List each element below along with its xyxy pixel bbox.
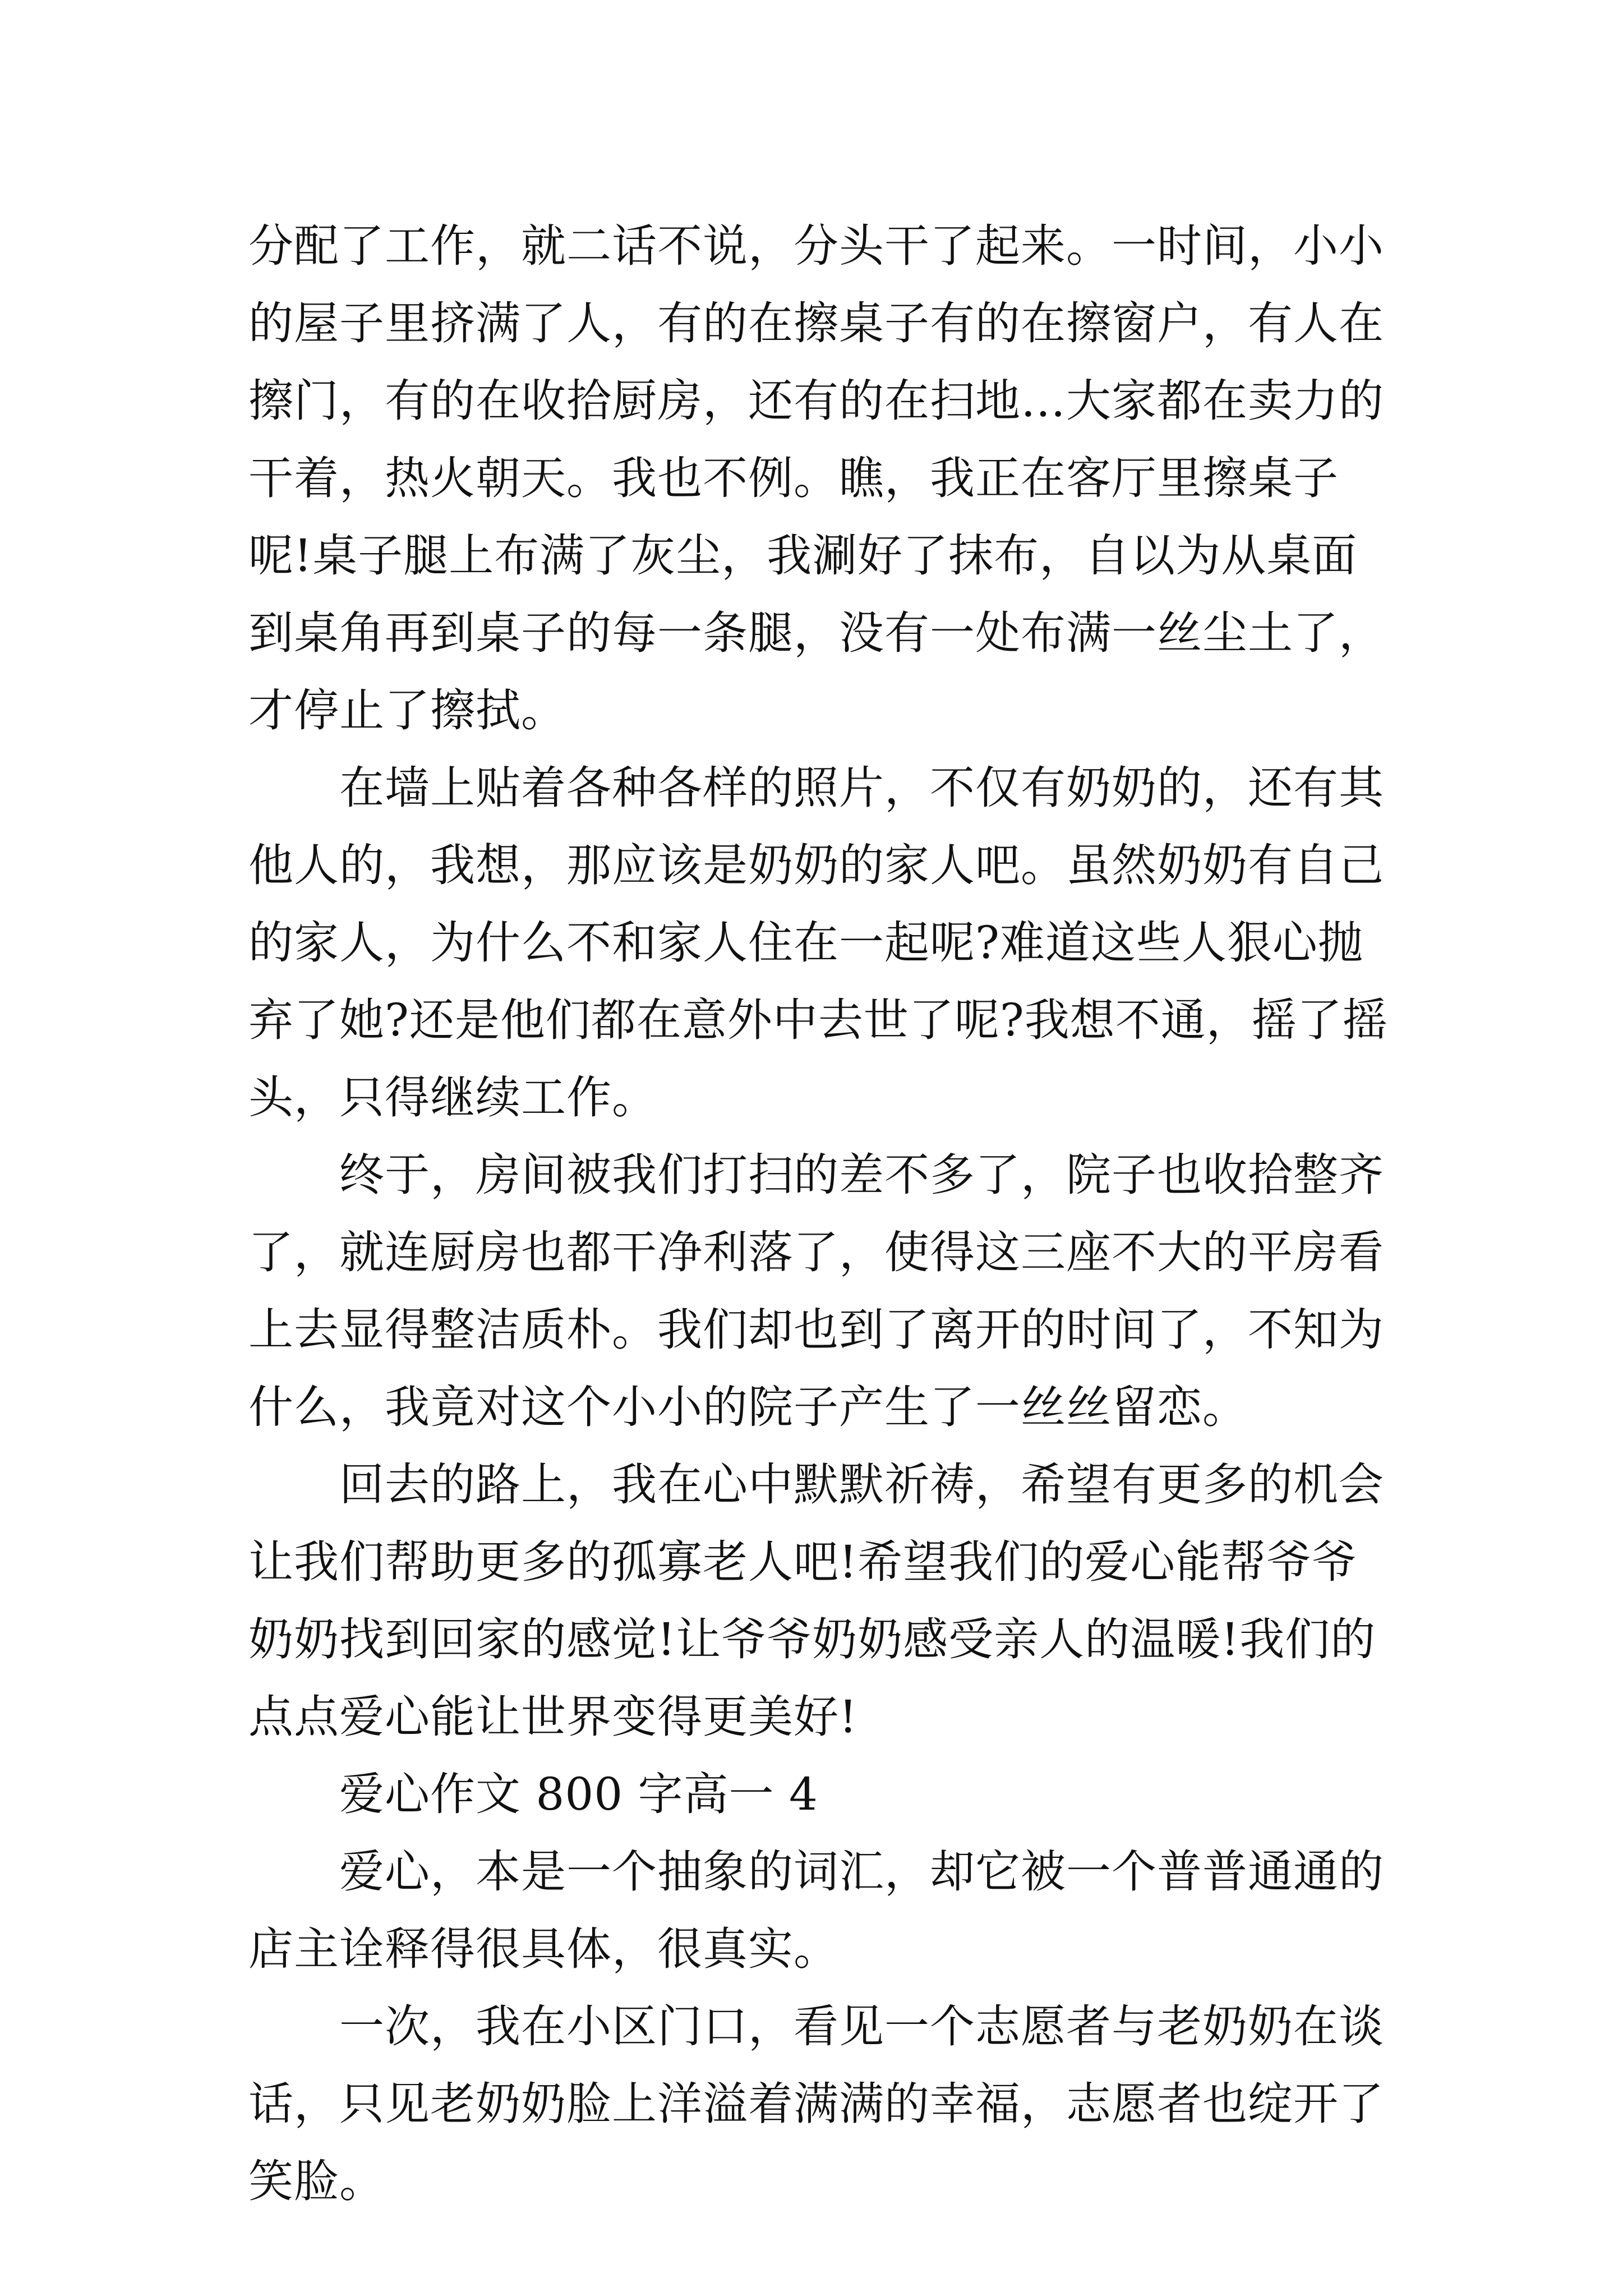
paragraph: 回去的路上，我在心中默默祈祷，希望有更多的机会让我们帮助更多的孤寡老人吧!希望我们的爱心能帮爷爷奶奶找到回家的感觉!让爷爷奶奶感受亲人的温暖!我们的点点爱心能让世界变得更美好!	[248, 1458, 1384, 1743]
document-body	[248, 208, 1393, 2220]
section-heading: 爱心作文 800 字高一 4	[248, 1768, 818, 1820]
paragraph: 分配了工作，就二话不说，分头干了起来。一时间，小小的屋子里挤满了人，有的在擦桌子有的在擦窗户，有人在擦门，有的在收拾厨房，还有的在扫地…大家都在卖力的干着，热火朝天。我也不例。瞧，我正在客厅里擦桌子呢!桌子腿上布满了灰尘，我涮好了抹布，自以为从桌面到桌角再到桌子的每一条腿，没有一处布满一丝尘土了，才停止了擦拭。	[248, 220, 1384, 737]
paragraph: 终于，房间被我们打扫的差不多了，院子也收拾整齐了，就连厨房也都干净利落了，使得这三座不大的平房看上去显得整洁质朴。我们却也到了离开的时间了，不知为什么，我竟对这个小小的院子产生了一丝丝留恋。	[248, 1149, 1384, 1433]
paragraph: 在墙上贴着各种各样的照片，不仅有奶奶的，还有其他人的，我想，那应该是奶奶的家人吧。虽然奶奶有自己的家人，为什么不和家人住在一起呢?难道这些人狠心抛弃了她?还是他们都在意外中去世了呢?我想不通，摇了摇头，只得继续工作。	[248, 762, 1388, 1124]
paragraph: 爱心，本是一个抽象的词汇，却它被一个普普通通的店主诠释得很具体，很真实。	[248, 1846, 1384, 1975]
paragraph: 一次，我在小区门口，看见一个志愿者与老奶奶在谈话，只见老奶奶脸上洋溢着满满的幸福，志愿者也绽开了笑脸。	[248, 2000, 1384, 2207]
